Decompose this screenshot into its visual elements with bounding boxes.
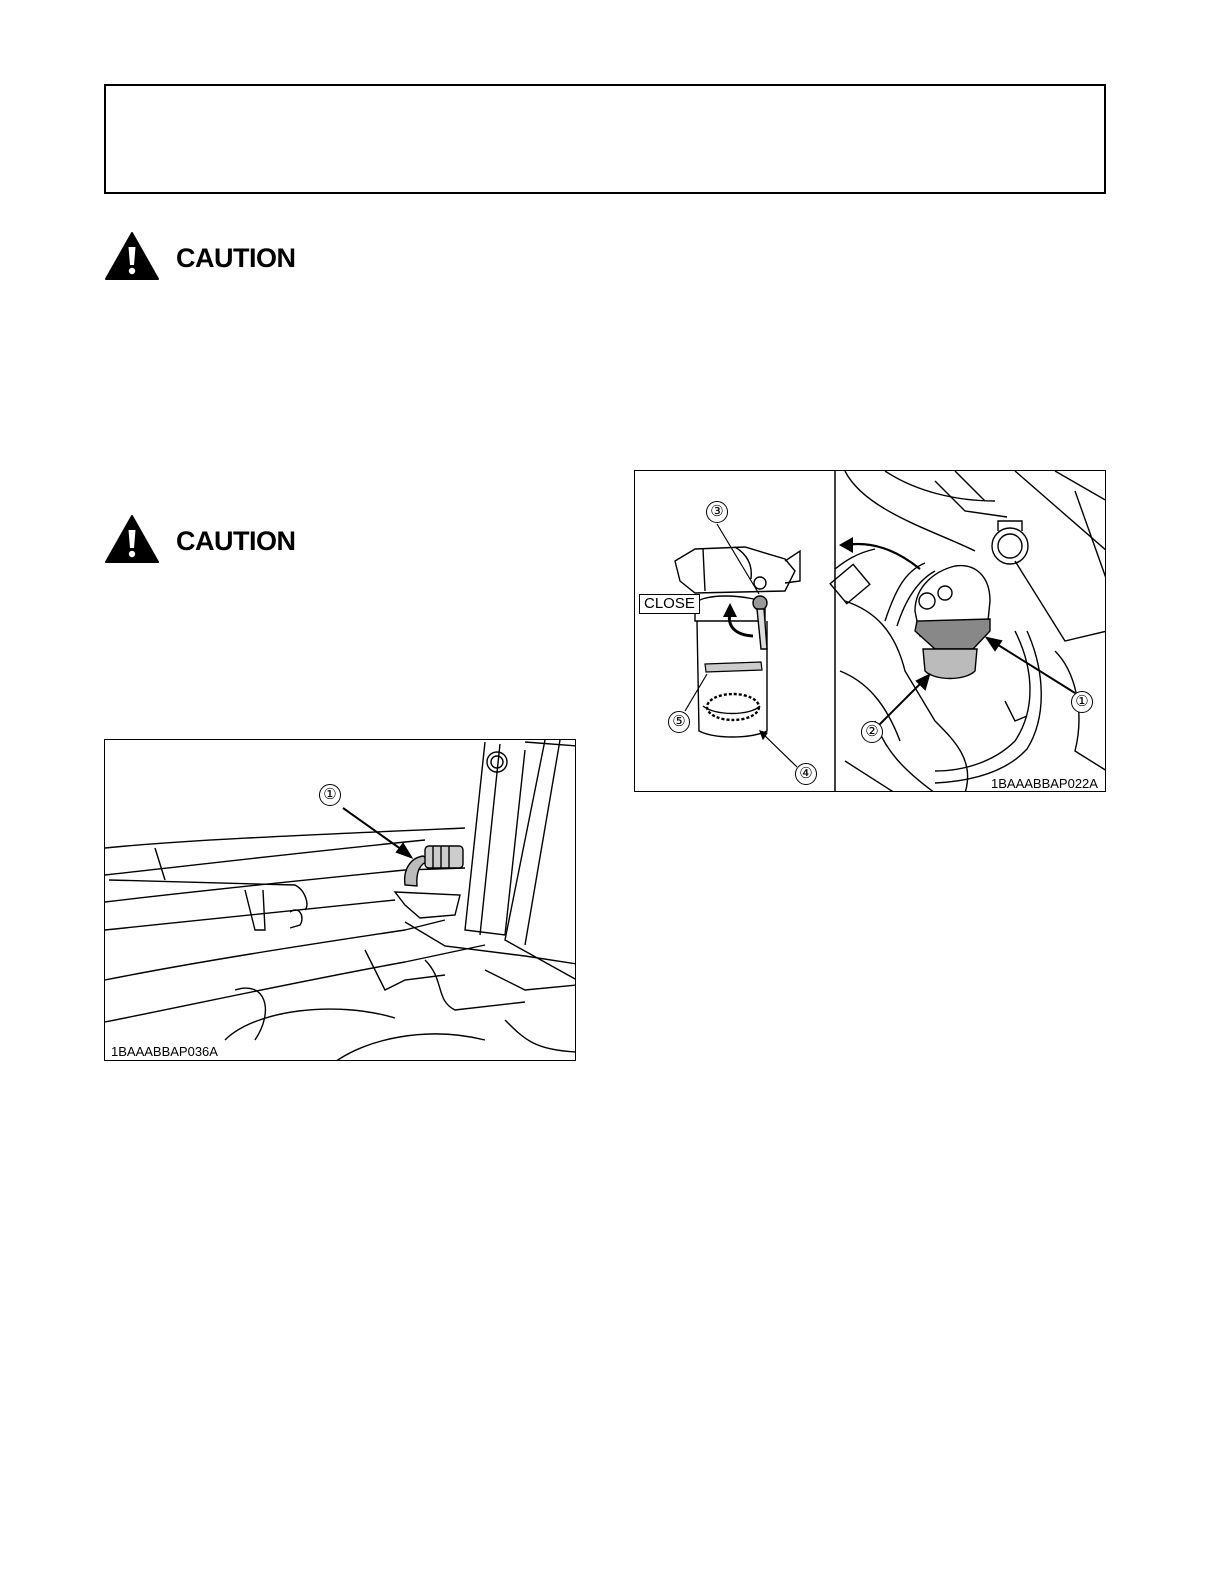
caution-block-2 — [104, 515, 296, 567]
callout-1: ① — [1071, 691, 1093, 713]
figure-drain-plug — [104, 739, 576, 1061]
caution-label: CAUTION — [176, 242, 296, 273]
warning-triangle-icon — [104, 514, 160, 569]
figure-fuel-filter — [634, 470, 1106, 792]
warning-triangle-icon — [104, 231, 160, 286]
callout-2: ② — [861, 721, 883, 743]
drain-illustration — [105, 740, 576, 1061]
callout-5: ⑤ — [668, 711, 690, 733]
caution-label: CAUTION — [176, 525, 296, 556]
header-box — [104, 84, 1106, 194]
close-label: CLOSE — [639, 594, 700, 614]
figure-code: 1BAAABBAP022A — [991, 776, 1098, 791]
callout-3: ③ — [706, 501, 728, 523]
filter-illustration — [635, 471, 1106, 792]
callout-1: ① — [319, 784, 341, 806]
caution-block-1 — [104, 232, 296, 284]
figure-code: 1BAAABBAP036A — [111, 1044, 218, 1059]
callout-4: ④ — [795, 763, 817, 785]
